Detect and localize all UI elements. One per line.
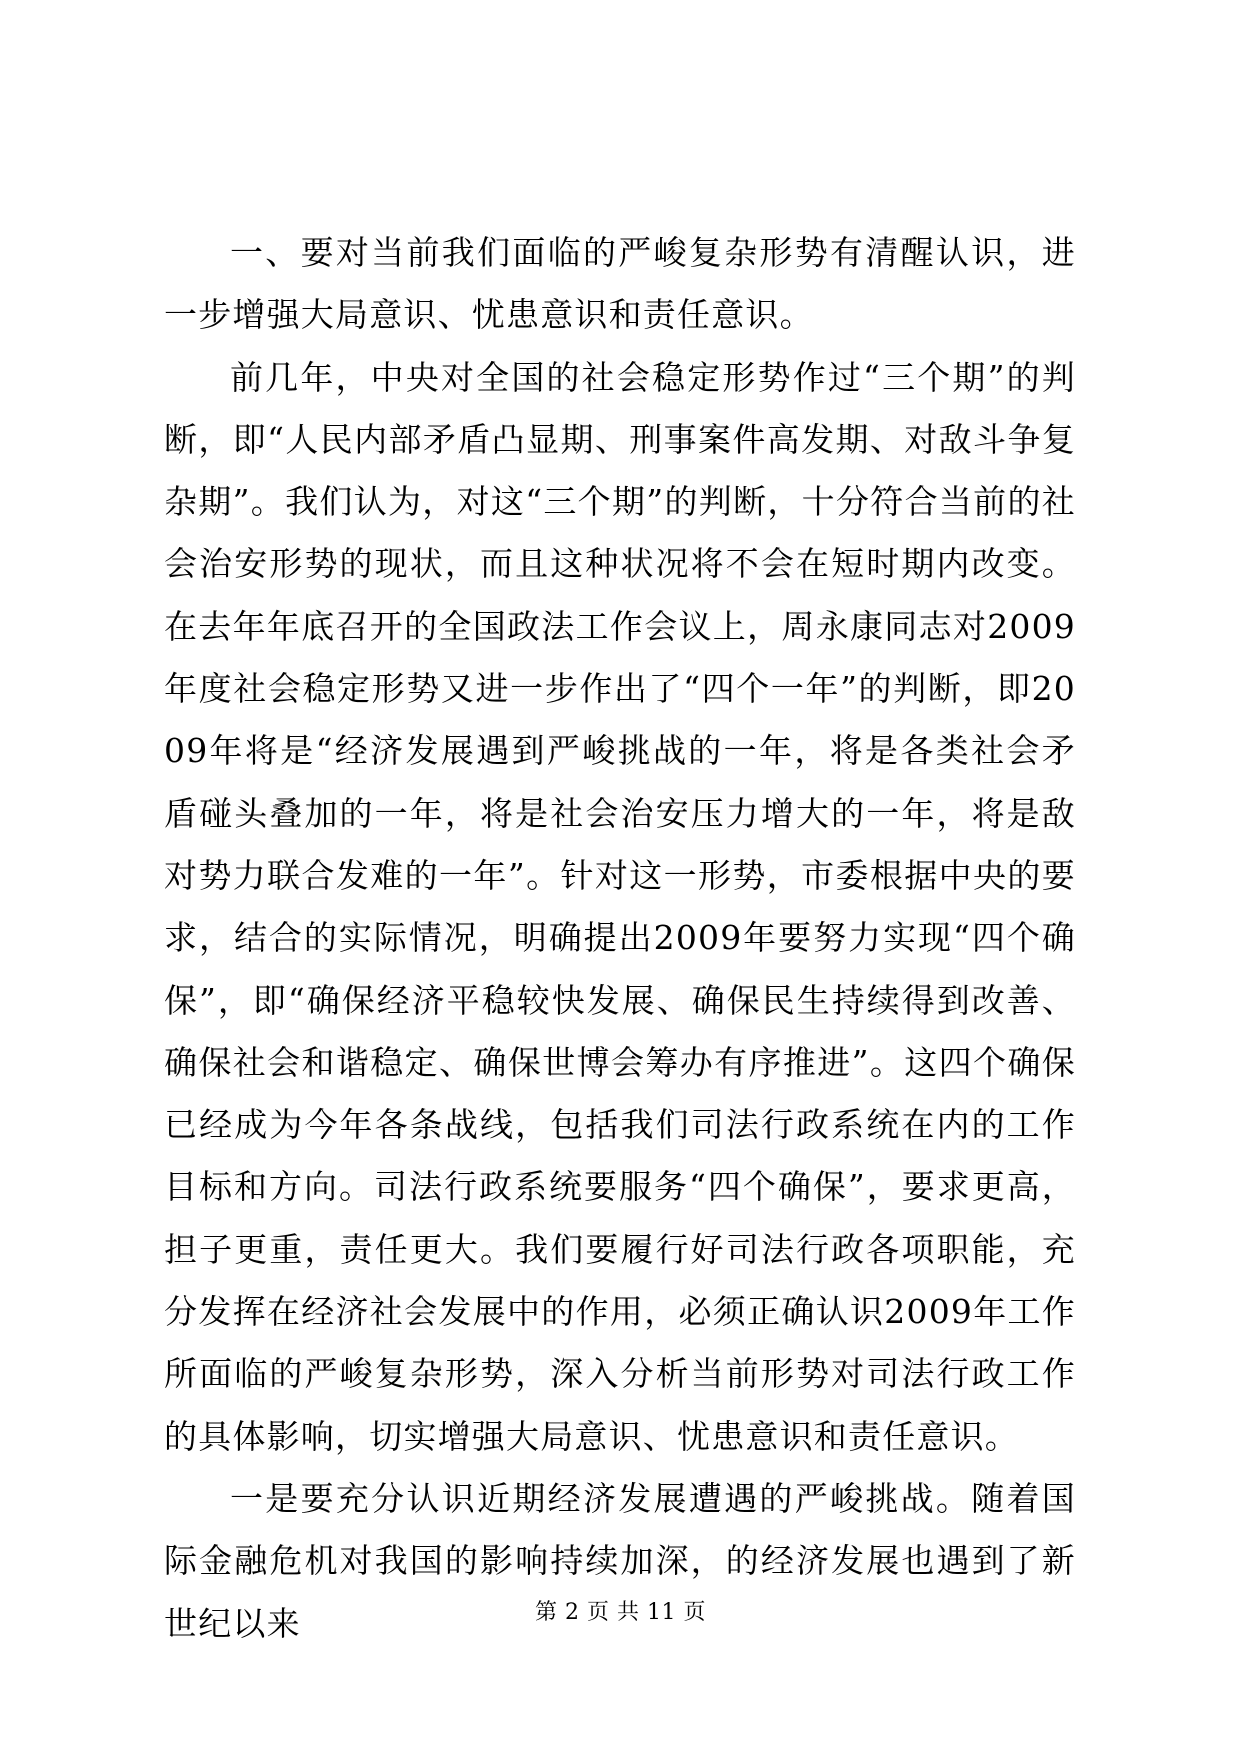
body-paragraph: 前几年，中央对全国的社会稳定形势作过“三个期”的判断，即“人民内部矛盾凸显期、刑事案件高发期、对敌斗争复杂期”。我们认为，对这“三个期”的判断，十分符合当前的社会治安形势的现状，而且这种状况将不会在短时期内改变。在去年年底召开的全国政法工作会议上，周永康同志对2009年度社会稳定形势又进一步作出了“四个一年”的判断，即2009年将是“经济发展遇到严峻挑战的一年，将是各类社会矛盾碰头叠加的一年，将是社会治安压力增大的一年，将是敌对势力联合发难的一年”。针对这一形势，市委根据中央的要求，结合的实际情况，明确提出2009年要努力实现“四个确保”，即“确保经济平稳较快发展、确保民生持续得到改善、确保社会和谐稳定、确保世博会筹办有序推进”。这四个确保已经成为今年各条战线，包括我们司法行政系统在内的工作目标和方向。司法行政系统要服务“四个确保”，要求更高，担子更重，责任更大。我们要履行好司法行政各项职能，充分发挥在经济社会发展中的作用，必须正确认识2009年工作所面临的严峻复杂形势，深入分析当前形势对司法行政工作的具体影响，切实增强大局意识、忧患意识和责任意识。 bbox=[164, 357, 1076, 1456]
page-footer: 第 2 页 共 11 页 bbox=[535, 1600, 706, 1625]
section-heading-paragraph: 一、要对当前我们面临的严峻复杂形势有清醒认识，进一步增强大局意识、忧患意识和责任意识。 bbox=[164, 233, 1076, 335]
document-body bbox=[164, 222, 1076, 1655]
body-paragraph: 一是要充分认识近期经济发展遭遇的严峻挑战。随着国际金融危机对我国的影响持续加深，的经济发展也遇到了新世纪以来 bbox=[164, 1478, 1076, 1643]
